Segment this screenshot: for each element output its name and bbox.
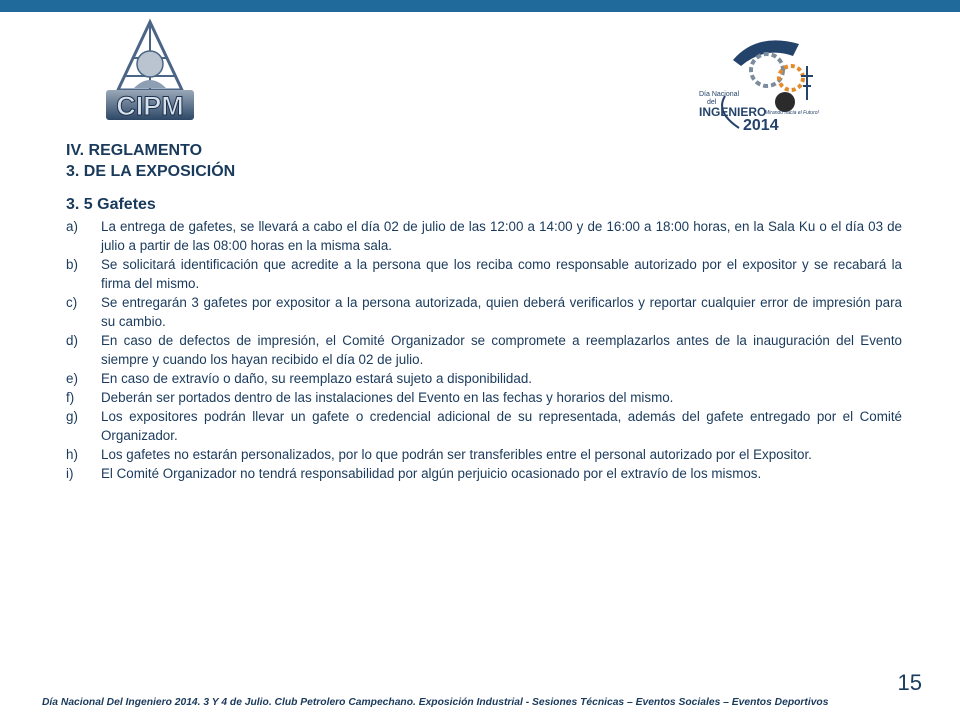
list-marker: e): [66, 371, 78, 386]
list-marker: g): [66, 409, 78, 424]
list-item: [66, 293, 902, 331]
list-item: [66, 255, 902, 293]
top-color-bar: [0, 0, 960, 12]
list-item-text: El Comité Organizador no tendrá responsabilidad por algún perjuicio ocasionado por el extravío de los mismos.: [101, 466, 762, 481]
list-marker: d): [66, 333, 78, 348]
list-item-text: La entrega de gafetes, se llevará a cabo el día 02 de julio de las 12:00 a 14:00 y de 16:00 a 18:00 horas, en la Sala Ku o el día 03 de julio a partir de las 08:00 horas en la misma sala.: [101, 219, 902, 253]
list-item: [66, 464, 902, 483]
svg-text:del: del: [707, 99, 717, 106]
main-content: [66, 140, 902, 483]
svg-text:2014: 2014: [743, 117, 779, 134]
list-item-text: En caso de defectos de impresión, el Comité Organizador se compromete a reemplazarlos antes de la inauguración del Evento siempre y cuando los hayan recibido el día 02 de julio.: [101, 333, 902, 367]
list-marker: c): [66, 295, 78, 310]
list-item: [66, 407, 902, 445]
list-item-text: Los gafetes no estarán personalizados, por lo que podrán ser transferibles entre el personal autorizado por el Expositor.: [101, 447, 812, 462]
cipm-logo: [100, 18, 200, 124]
list-item-text: Se entregarán 3 gafetes por expositor a la persona autorizada, quien deberá verificarlos y reportar cualquier error de impresión para su cambio.: [101, 295, 902, 329]
section-title-exposicion: 3. DE LA EXPOSICIÓN: [66, 163, 236, 180]
list-item: [66, 388, 902, 407]
spacer: [66, 182, 902, 194]
svg-text:CIPM: CIPM: [116, 91, 184, 121]
list-item-text: Los expositores podrán llevar un gafete o credencial adicional de su representada, además del gafete entregado por el Comité Organizador.: [101, 409, 902, 443]
list-item: [66, 369, 902, 388]
footer-text: Día Nacional Del Ingeniero 2014. 3 Y 4 de Julio. Club Petrolero Campechano. Exposición Industrial - Sesiones Técnicas – Eventos Sociales – Eventos Deportivos: [42, 697, 829, 708]
subsection-title-gafetes: 3. 5 Gafetes: [66, 196, 156, 213]
list-marker: h): [66, 447, 78, 462]
list-marker: i): [66, 466, 74, 481]
list-item: [66, 217, 902, 255]
list-item-text: Se solicitará identificación que acredite a la persona que los reciba como responsable autorizado por el expositor y se recabará la firma del mismo.: [101, 257, 902, 291]
list-marker: a): [66, 219, 78, 234]
list-item-text: Deberán ser portados dentro de las instalaciones del Evento en las fechas y horarios del mismo.: [101, 390, 674, 405]
svg-text:Día Nacional: Día Nacional: [699, 91, 740, 98]
gafetes-rule-list: [66, 217, 902, 483]
list-marker: b): [66, 257, 78, 272]
dia-nacional-ingeniero-logo: [695, 26, 840, 136]
list-item-text: En caso de extravío o daño, su reemplazo estará sujeto a disponibilidad.: [101, 371, 532, 386]
section-title-reglamento: IV. REGLAMENTO: [66, 142, 203, 159]
svg-text:Mirando hacia el Futuro!: Mirando hacia el Futuro!: [765, 110, 819, 116]
svg-text:INGENIERO: INGENIERO: [699, 105, 767, 119]
list-item: [66, 331, 902, 369]
list-marker: f): [66, 390, 75, 405]
list-item: [66, 445, 902, 464]
page-number: 15: [897, 670, 922, 695]
